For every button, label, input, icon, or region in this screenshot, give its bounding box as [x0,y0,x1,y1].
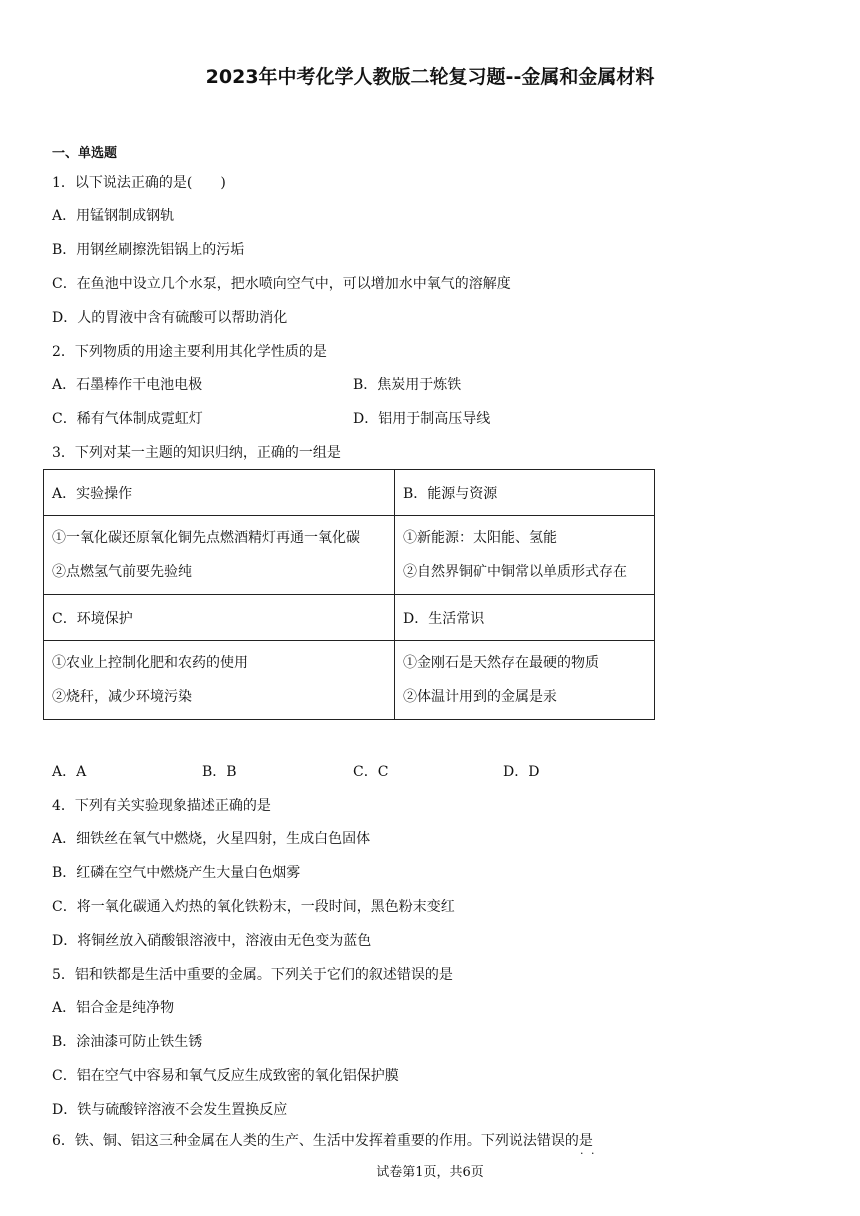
question-3-option-d: D．D [503,764,540,780]
cell-a-heading: A．实验操作 [44,470,395,516]
question-6-stem: 6．铁、铜、铝这三种金属在人类的生产、生活中发挥着重要的作用。下列说法错误的是 [52,1133,593,1149]
cell-c-item-1: ①农业上控制化肥和农药的使用 [52,655,248,671]
question-4-option-c: C．将一氧化碳通入灼热的氧化铁粉末，一段时间，黑色粉末变红 [52,899,455,915]
cell-c-item-2: ②烧秆，减少环境污染 [52,689,192,705]
table-row [44,595,655,641]
page-title: 2023年中考化学人教版二轮复习题--金属和金属材料 [205,66,655,88]
question-1-option-d: D．人的胃液中含有硫酸可以帮助消化 [52,310,288,326]
question-3-table [43,469,655,720]
question-5-option-a: A．铝合金是纯净物 [52,1000,175,1016]
question-2-stem: 2．下列物质的用途主要利用其化学性质的是 [52,344,327,360]
cell-a-item-2: ②点燃氢气前要先验纯 [52,564,192,580]
question-4-stem: 4．下列有关实验现象描述正确的是 [52,798,271,814]
question-5-option-b: B．涂油漆可防止铁生锈 [52,1034,203,1050]
question-3-option-c: C．C [353,764,389,780]
question-1-option-c: C．在鱼池中设立几个水泵，把水喷向空气中，可以增加水中氧气的溶解度 [52,276,511,292]
table-row [44,516,655,595]
question-1-option-b: B．用钢丝刷擦洗铝锅上的污垢 [52,242,245,258]
cell-b-item-2: ②自然界铜矿中铜常以单质形式存在 [403,564,627,580]
question-5-stem: 5．铝和铁都是生活中重要的金属。下列关于它们的叙述错误的是 [52,967,453,983]
cell-c-content [44,641,395,720]
question-3-stem: 3．下列对某一主题的知识归纳，正确的一组是 [52,445,341,461]
emphasis-dots: · · [580,1147,597,1160]
question-3-option-b: B．B [202,764,237,780]
table-row [44,470,655,516]
cell-b-content [395,516,655,595]
question-2-option-a: A．石墨棒作干电池电极 [52,377,203,393]
cell-a-item-1: ①一氧化碳还原氧化铜先点燃酒精灯再通一氧化碳 [52,530,360,546]
cell-c-heading: C．环境保护 [44,595,395,641]
question-5-option-d: D．铁与硫酸锌溶液不会发生置换反应 [52,1102,288,1118]
question-4-option-a: A．细铁丝在氧气中燃烧，火星四射，生成白色固体 [52,831,371,847]
question-1-option-a: A．用锰钢制成钢轨 [52,208,175,224]
question-2-option-b: B．焦炭用于炼铁 [353,377,462,393]
question-1-stem: 1．以下说法正确的是( ) [52,175,226,191]
question-3-option-a: A．A [52,764,87,780]
page-footer: 试卷第1页，共6页 [376,1165,484,1180]
section-heading: 一、单选题 [52,146,118,161]
cell-b-item-1: ①新能源：太阳能、氢能 [403,530,557,546]
cell-d-content [395,641,655,720]
question-5-option-c: C．铝在空气中容易和氧气反应生成致密的氧化铝保护膜 [52,1068,399,1084]
cell-b-heading: B．能源与资源 [395,470,655,516]
cell-a-content [44,516,395,595]
question-4-option-b: B．红磷在空气中燃烧产生大量白色烟雾 [52,865,301,881]
cell-d-item-1: ①金刚石是天然存在最硬的物质 [403,655,599,671]
question-2-option-c: C．稀有气体制成霓虹灯 [52,411,203,427]
question-4-option-d: D．将铜丝放入硝酸银溶液中，溶液由无色变为蓝色 [52,933,372,949]
cell-d-heading: D．生活常识 [395,595,655,641]
cell-d-item-2: ②体温计用到的金属是汞 [403,689,557,705]
question-2-option-d: D．铝用于制高压导线 [353,411,491,427]
table-row [44,641,655,720]
